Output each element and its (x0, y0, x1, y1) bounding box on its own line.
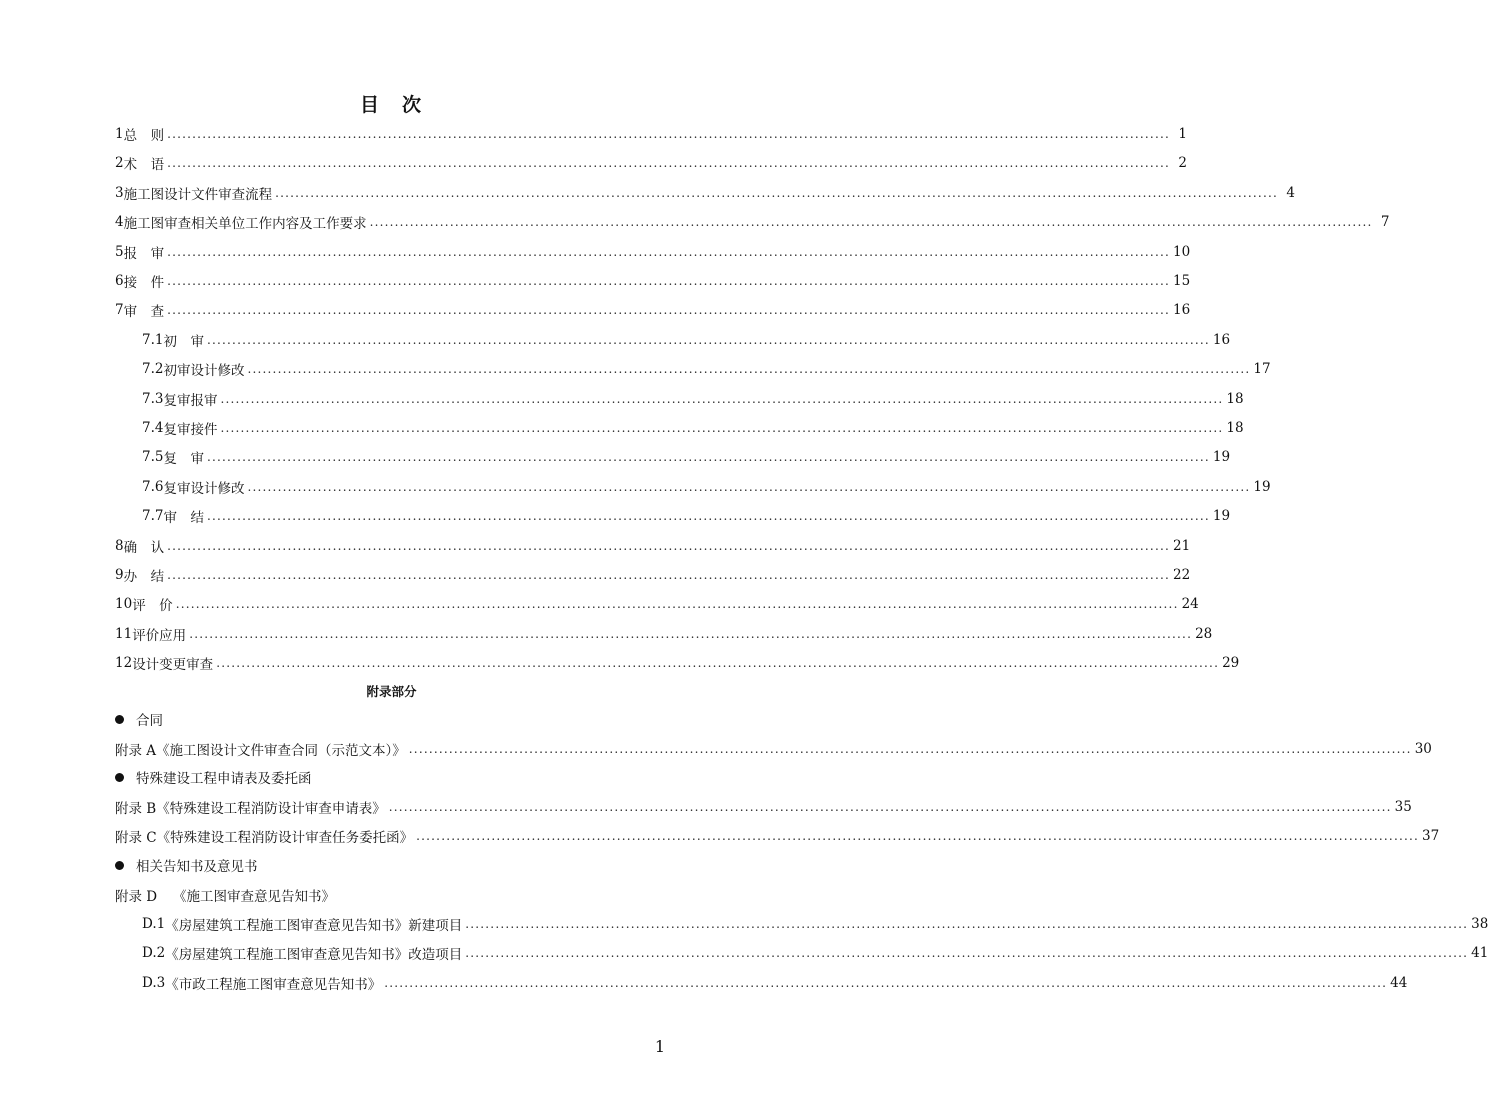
entry-number: 7.4 (142, 420, 164, 436)
toc-entry (115, 594, 1199, 615)
bullet-icon (115, 861, 124, 870)
toc-entry (115, 797, 1412, 817)
entry-label: 设计变更审查 (132, 657, 214, 674)
dot-leader: ........................................................................................................................................................................................................ (416, 829, 1420, 843)
entry-number: 6 (115, 273, 124, 289)
page-number: 1 (654, 1037, 665, 1056)
entry-page: 30 (1414, 741, 1432, 757)
group-label: 相关告知书及意见书 (136, 859, 258, 875)
entry-label: 复审报审 (163, 392, 218, 409)
toc-entry (115, 653, 1240, 674)
dot-leader: ........................................................................................................................................................................................................ (247, 479, 1251, 494)
dot-leader: ........................................................................................................................................................................................................ (167, 274, 1170, 288)
dot-leader: ........................................................................................................................................................................................................ (408, 742, 1412, 756)
entry-label: 复审接件 (163, 422, 218, 438)
entry-page: 18 (1226, 390, 1244, 407)
toc-entry (115, 242, 1191, 262)
toc-entry (142, 447, 1231, 468)
entry-number: 7.6 (142, 478, 164, 495)
toc-entry (115, 536, 1191, 556)
dot-leader: ........................................................................................................................................................................................................ (388, 800, 1392, 814)
dot-leader: ........................................................................................................................................................................................................ (167, 244, 1170, 259)
dot-leader: ........................................................................................................................................................................................................ (167, 538, 1170, 553)
entry-label: 初审设计修改 (163, 363, 245, 380)
toc-entry (115, 124, 1187, 144)
entry-label: 施工图设计文件审查流程 (123, 186, 273, 203)
toc-entry (142, 914, 1488, 934)
toc-entry (115, 183, 1295, 203)
entry-label: 评 价 (132, 598, 173, 615)
entry-number: 3 (115, 184, 124, 201)
entry-page: 24 (1181, 596, 1199, 613)
entry-page: 4 (1286, 184, 1295, 201)
entry-page: 18 (1226, 420, 1244, 436)
entry-label: 《房屋建筑工程施工图审查意见告知书》新建项目 (165, 918, 463, 934)
bullet-icon (115, 773, 124, 782)
entry-number: 8 (115, 537, 124, 554)
toc-entry (142, 418, 1244, 438)
group-label: 合同 (136, 713, 163, 729)
entry-page: 16 (1172, 302, 1191, 319)
entry-label: 《特殊建设工程消防设计审查申请表》 (156, 801, 386, 817)
entry-number: 7.3 (142, 390, 164, 407)
entry-number: 7.2 (142, 361, 164, 378)
dot-leader: ........................................................................................................................................................................................................ (275, 185, 1278, 200)
entry-number: 7.1 (142, 331, 164, 348)
entry-number: 10 (115, 596, 133, 613)
entry-page: 28 (1195, 625, 1213, 642)
toc-entry (115, 739, 1432, 759)
dot-leader: ........................................................................................................................................................................................................ (167, 303, 1170, 318)
dot-leader: ........................................................................................................................................................................................................ (216, 656, 1220, 671)
entry-number: 9 (115, 567, 124, 583)
entry-number: 12 (115, 655, 133, 672)
toc-entry (142, 359, 1271, 380)
dot-leader: ........................................................................................................................................................................................................ (384, 976, 1388, 990)
entry-page: 21 (1172, 537, 1191, 554)
entry-page: 10 (1172, 243, 1191, 260)
group-heading-notices (115, 855, 258, 875)
entry-page: 19 (1253, 478, 1271, 495)
entry-label: 总 则 (123, 128, 165, 144)
dot-leader: ........................................................................................................................................................................................................ (167, 156, 1170, 171)
toc-entry (115, 153, 1187, 174)
entry-label: 审 结 (163, 510, 204, 527)
dot-leader: ........................................................................................................................................................................................................ (220, 421, 1224, 435)
toc-entry (115, 624, 1213, 644)
toc-entry (142, 389, 1244, 409)
entry-number: 11 (115, 625, 133, 642)
entry-page: 37 (1422, 828, 1440, 844)
entry-page: 16 (1212, 331, 1231, 348)
entry-label: 施工图审查相关单位工作内容及工作要求 (123, 216, 367, 233)
entry-page: 35 (1394, 799, 1412, 815)
toc-entry (142, 973, 1408, 993)
toc-entry (115, 565, 1191, 585)
entry-page: 1 (1178, 126, 1187, 142)
entry-number: 4 (115, 214, 124, 231)
entry-number: 附录 D (115, 889, 158, 905)
group-heading-forms (115, 767, 312, 787)
toc-entry (142, 330, 1231, 350)
entry-number: D.2 (142, 945, 166, 961)
appendix-heading: 附录部分 (366, 684, 417, 699)
bullet-icon (115, 715, 124, 724)
entry-label: 复 审 (163, 451, 204, 468)
entry-number: 7 (115, 302, 124, 319)
entry-label: 审 查 (123, 304, 165, 321)
entry-label: 《施工图设计文件审查合同（示范文本）》 (156, 743, 406, 759)
entry-number: 附录 C (115, 830, 157, 846)
dot-leader: ........................................................................................................................................................................................................ (206, 509, 1210, 524)
entry-number: D.3 (142, 975, 166, 991)
entry-number: 附录 B (115, 801, 157, 817)
toc-entry (115, 885, 668, 905)
entry-label: 评价应用 (132, 627, 187, 644)
entry-page: 17 (1253, 361, 1271, 378)
entry-page: 44 (1390, 975, 1408, 991)
dot-leader: ........................................................................................................................................................................................................ (206, 332, 1210, 347)
dot-leader: ........................................................................................................................................................................................................ (465, 917, 1469, 931)
entry-label: 报 审 (123, 245, 165, 262)
entry-label: 术 语 (123, 157, 165, 174)
dot-leader: ........................................................................................................................................................................................................ (175, 597, 1179, 612)
entry-page: 2 (1178, 155, 1187, 172)
toc-entry (115, 271, 1191, 291)
dot-leader: ........................................................................................................................................................................................................ (465, 946, 1469, 960)
dot-leader: ........................................................................................................................................................................................................ (220, 391, 1224, 406)
entry-page: 7 (1380, 214, 1390, 231)
toc-entry (142, 477, 1271, 497)
entry-number: 5 (115, 243, 124, 260)
entry-label: 《房屋建筑工程施工图审查意见告知书》改造项目 (165, 947, 463, 963)
entry-page: 15 (1172, 273, 1191, 289)
dot-leader: ........................................................................................................................................................................................................ (167, 127, 1170, 141)
entry-page: 19 (1212, 449, 1231, 466)
toc-entry (142, 943, 1488, 963)
entry-number: D.1 (142, 916, 166, 932)
entry-number: 7.5 (142, 449, 164, 466)
entry-label: 《市政工程施工图审查意见告知书》 (165, 977, 382, 993)
entry-page: 38 (1471, 916, 1488, 932)
dot-leader: ........................................................................................................................................................................................................ (247, 362, 1251, 377)
entry-number: 7.7 (142, 508, 164, 525)
entry-label: 《特殊建设工程消防设计审查任务委托函》 (156, 830, 414, 846)
toc-entry (142, 506, 1231, 527)
entry-page: 22 (1172, 567, 1191, 583)
dot-leader: ........................................................................................................................................................................................................ (206, 450, 1210, 465)
entry-number: 2 (115, 155, 124, 172)
entry-number: 附录 A (115, 743, 157, 759)
dot-leader: ........................................................................................................................................................................................................ (369, 215, 1373, 230)
entry-label: 《施工图审查意见告知书》 (173, 889, 335, 905)
page-title: 目 次 (359, 94, 423, 116)
dot-leader: ........................................................................................................................................................................................................ (189, 626, 1193, 641)
entry-page: 41 (1471, 945, 1488, 961)
entry-page: 19 (1212, 508, 1231, 525)
entry-page: 29 (1222, 655, 1240, 672)
dot-leader: ........................................................................................................................................................................................................ (167, 568, 1170, 582)
toc-entry (115, 826, 1440, 846)
entry-label: 复审设计修改 (163, 480, 245, 497)
toc-entry (115, 212, 1390, 233)
group-label: 特殊建设工程申请表及委托函 (136, 771, 312, 787)
entry-label: 初 审 (163, 333, 204, 350)
entry-label: 确 认 (123, 539, 165, 556)
group-heading-contract (115, 709, 163, 729)
toc-entry (115, 300, 1191, 321)
entry-label: 接 件 (123, 275, 165, 291)
entry-number: 1 (115, 126, 124, 142)
entry-label: 办 结 (123, 569, 165, 585)
